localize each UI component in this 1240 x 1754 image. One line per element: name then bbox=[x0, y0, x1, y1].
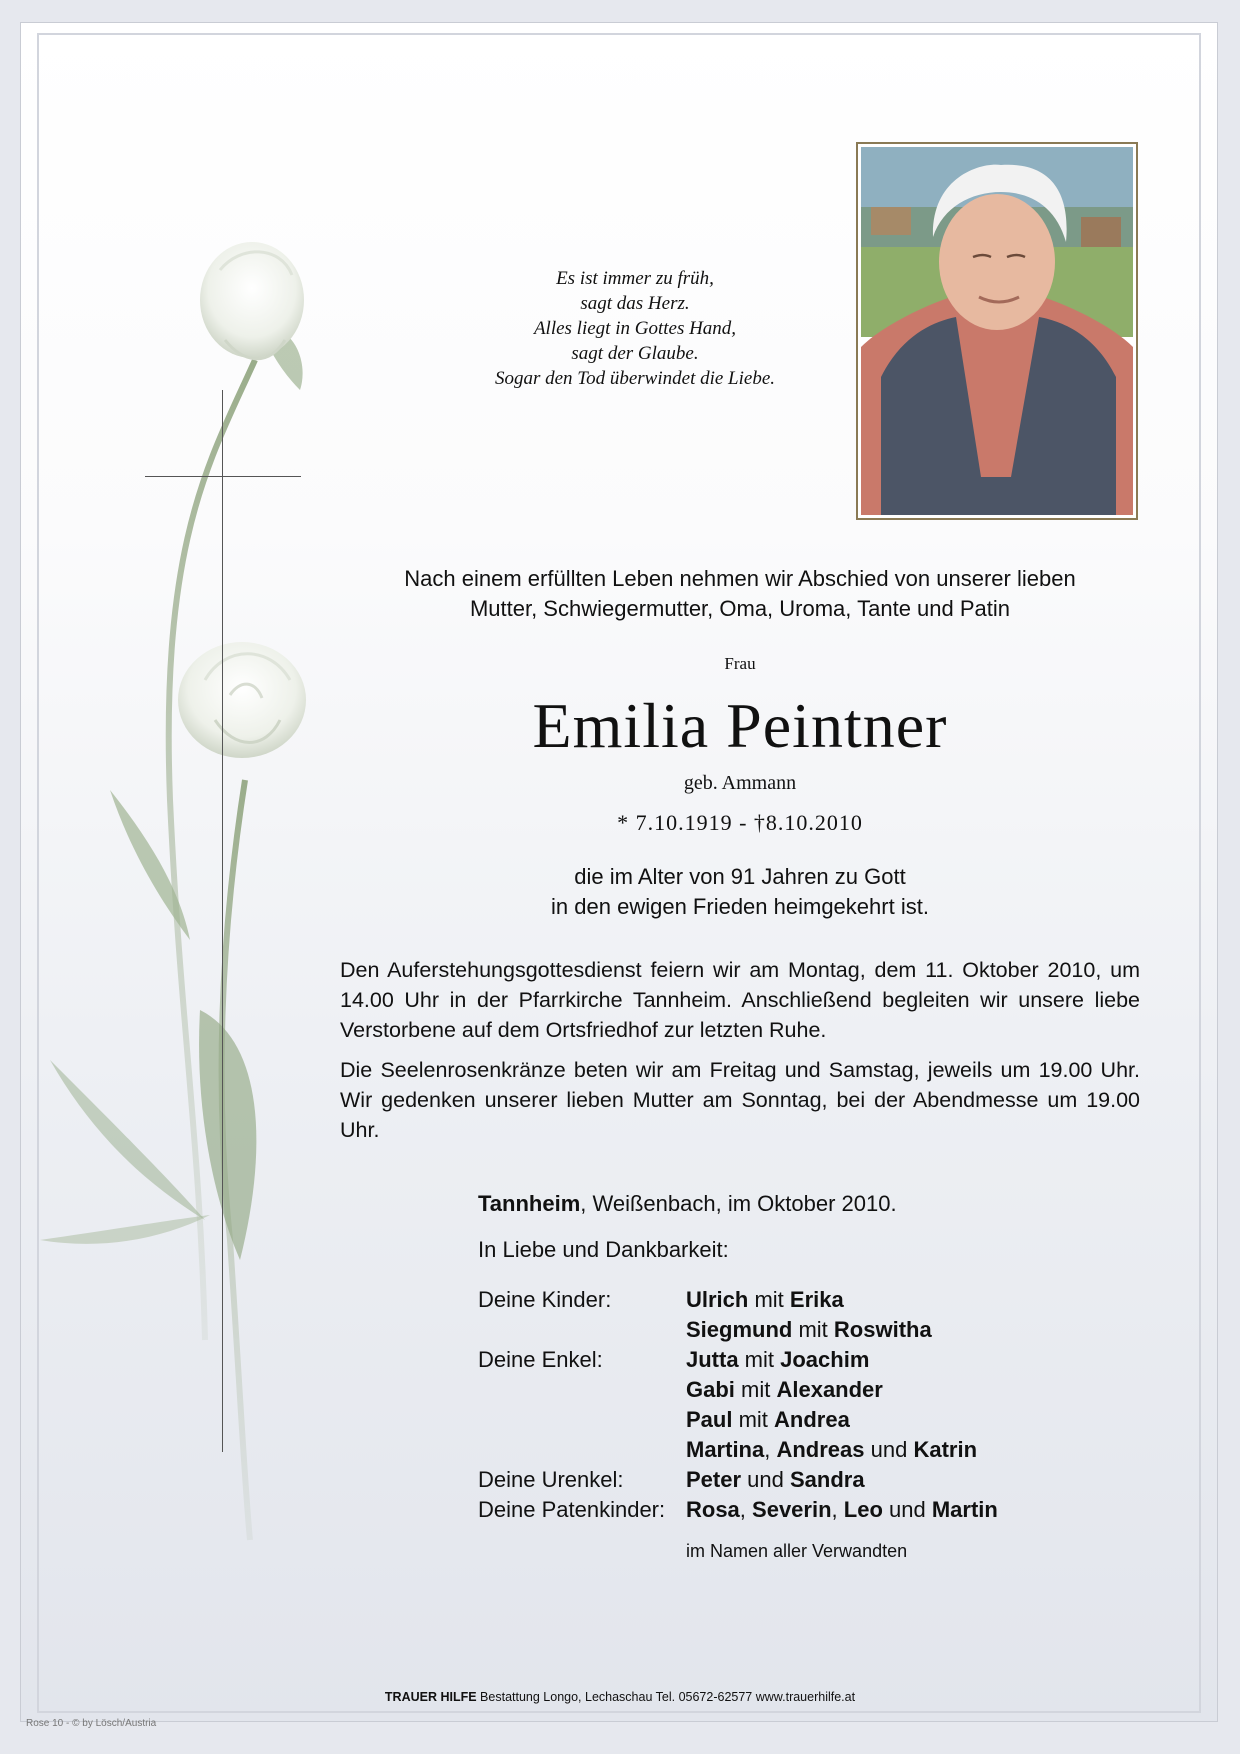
name-connector: , bbox=[739, 1497, 753, 1522]
mourner-row bbox=[478, 1435, 998, 1465]
footer bbox=[0, 1690, 1240, 1704]
cross-vertical bbox=[222, 390, 223, 1452]
mourner-name: Katrin bbox=[913, 1437, 978, 1462]
mourners-list bbox=[478, 1285, 998, 1525]
rose-illustration bbox=[30, 240, 360, 1560]
mourner-name: Sandra bbox=[789, 1467, 865, 1492]
mourner-row bbox=[478, 1315, 998, 1345]
name-connector: und bbox=[882, 1497, 932, 1522]
age-line: die im Alter von 91 Jahren zu Gott bbox=[574, 864, 906, 889]
mourner-names bbox=[686, 1465, 865, 1495]
poem-line: sagt der Glaube. bbox=[571, 343, 699, 364]
name-connector: und bbox=[741, 1467, 790, 1492]
mourner-names bbox=[686, 1285, 844, 1315]
mourner-name: Gabi bbox=[686, 1377, 735, 1402]
mourner-row bbox=[478, 1345, 998, 1375]
behalf-note: im Namen aller Verwandten bbox=[686, 1541, 908, 1561]
place-name: Tannheim bbox=[478, 1191, 581, 1216]
footer-brand: TRAUER HILFE bbox=[384, 1690, 477, 1704]
intro-line: Mutter, Schwiegermutter, Oma, Uroma, Tante und Patin bbox=[469, 596, 1011, 621]
deceased-name: Emilia Peintner bbox=[532, 690, 948, 761]
mourner-row bbox=[478, 1375, 998, 1405]
relation-label bbox=[478, 1435, 686, 1465]
image-credit: Rose 10 - © by Lösch/Austria bbox=[26, 1718, 157, 1729]
mourner-name: Ulrich bbox=[686, 1287, 749, 1312]
place-date bbox=[478, 1191, 897, 1217]
portrait-frame bbox=[856, 142, 1138, 520]
name-connector: mit bbox=[738, 1347, 781, 1372]
mourner-name: Paul bbox=[686, 1407, 733, 1432]
mourner-row bbox=[478, 1285, 998, 1315]
mourner-name: Siegmund bbox=[686, 1317, 793, 1342]
mourner-name: Rosa bbox=[686, 1497, 740, 1522]
mourner-name: Peter bbox=[686, 1467, 742, 1492]
mourner-row bbox=[478, 1465, 998, 1495]
funeral-service-paragraph: Den Auferstehungsgottesdienst feiern wir am Montag, dem 11. Oktober 2010, um 14.00 Uhr in der Pfarrkirche Tannheim. Anschließend begleiten wir unsere liebe Verstorbene auf dem Ortsfriedhof zur letzten Ruhe. bbox=[340, 958, 1140, 1042]
intro-line: Nach einem erfüllten Leben nehmen wir Abschied von unserer lieben bbox=[404, 566, 1076, 591]
mourner-row bbox=[478, 1405, 998, 1435]
mourner-name: Joachim bbox=[780, 1347, 870, 1372]
mourner-name: Andreas bbox=[776, 1437, 865, 1462]
footer-contact: Bestattung Longo, Lechaschau Tel. 05672-62577 www.trauerhilfe.at bbox=[476, 1690, 856, 1704]
mourner-name: Andrea bbox=[774, 1407, 850, 1432]
name-connector: mit bbox=[748, 1287, 790, 1312]
intro-text bbox=[340, 564, 1140, 624]
age-text bbox=[340, 862, 1140, 922]
poem-line: Es ist immer zu früh, bbox=[556, 268, 714, 289]
relation-label bbox=[478, 1405, 686, 1435]
life-dates: * 7.10.1919 - †8.10.2010 bbox=[617, 810, 863, 835]
mourner-name: Martin bbox=[931, 1497, 998, 1522]
mourner-names bbox=[686, 1495, 998, 1525]
mourner-names bbox=[686, 1435, 977, 1465]
mourner-names bbox=[686, 1405, 850, 1435]
poem-line: Sogar den Tod überwindet die Liebe. bbox=[494, 368, 776, 389]
poem bbox=[440, 266, 830, 391]
mourner-row bbox=[478, 1495, 998, 1525]
mourner-name: Leo bbox=[843, 1497, 883, 1522]
relation-label bbox=[478, 1375, 686, 1405]
relation-label: Deine Enkel: bbox=[478, 1347, 603, 1372]
mourner-name: Jutta bbox=[686, 1347, 739, 1372]
relation-label: Deine Urenkel: bbox=[478, 1467, 624, 1492]
mourner-names bbox=[686, 1375, 883, 1405]
mourner-name: Alexander bbox=[776, 1377, 883, 1402]
title-word: Frau bbox=[724, 654, 756, 673]
mourner-names bbox=[686, 1315, 932, 1345]
name-connector: , bbox=[831, 1497, 844, 1522]
name-connector: mit bbox=[792, 1317, 834, 1342]
portrait-photo bbox=[861, 147, 1133, 515]
poem-line: sagt das Herz. bbox=[580, 293, 690, 314]
mourner-name: Roswitha bbox=[833, 1317, 932, 1342]
age-line: in den ewigen Frieden heimgekehrt ist. bbox=[551, 894, 929, 919]
rosary-paragraph: Die Seelenrosenkränze beten wir am Freitag und Samstag, jeweils um 19.00 Uhr. Wir gedenken unserer lieben Mutter am Sonntag, bei der Abendmesse um 19.00 Uhr. bbox=[340, 1058, 1140, 1142]
relation-label: Deine Patenkinder: bbox=[478, 1497, 666, 1522]
poem-line: Alles liegt in Gottes Hand, bbox=[533, 318, 737, 339]
name-connector: mit bbox=[734, 1377, 777, 1402]
relation-label bbox=[478, 1315, 686, 1345]
place-date-rest: , Weißenbach, im Oktober 2010. bbox=[580, 1191, 897, 1216]
name-connector: mit bbox=[732, 1407, 775, 1432]
mourner-names bbox=[686, 1345, 869, 1375]
relation-label: Deine Kinder: bbox=[478, 1287, 612, 1312]
mourner-name: Erika bbox=[789, 1287, 844, 1312]
thanks-line: In Liebe und Dankbarkeit: bbox=[478, 1237, 729, 1262]
mourner-name: Martina bbox=[686, 1437, 765, 1462]
cross-horizontal bbox=[145, 476, 301, 477]
mourner-name: Severin bbox=[752, 1497, 832, 1522]
name-connector: und bbox=[864, 1437, 914, 1462]
name-connector: , bbox=[764, 1437, 777, 1462]
maiden-name: geb. Ammann bbox=[683, 772, 797, 794]
